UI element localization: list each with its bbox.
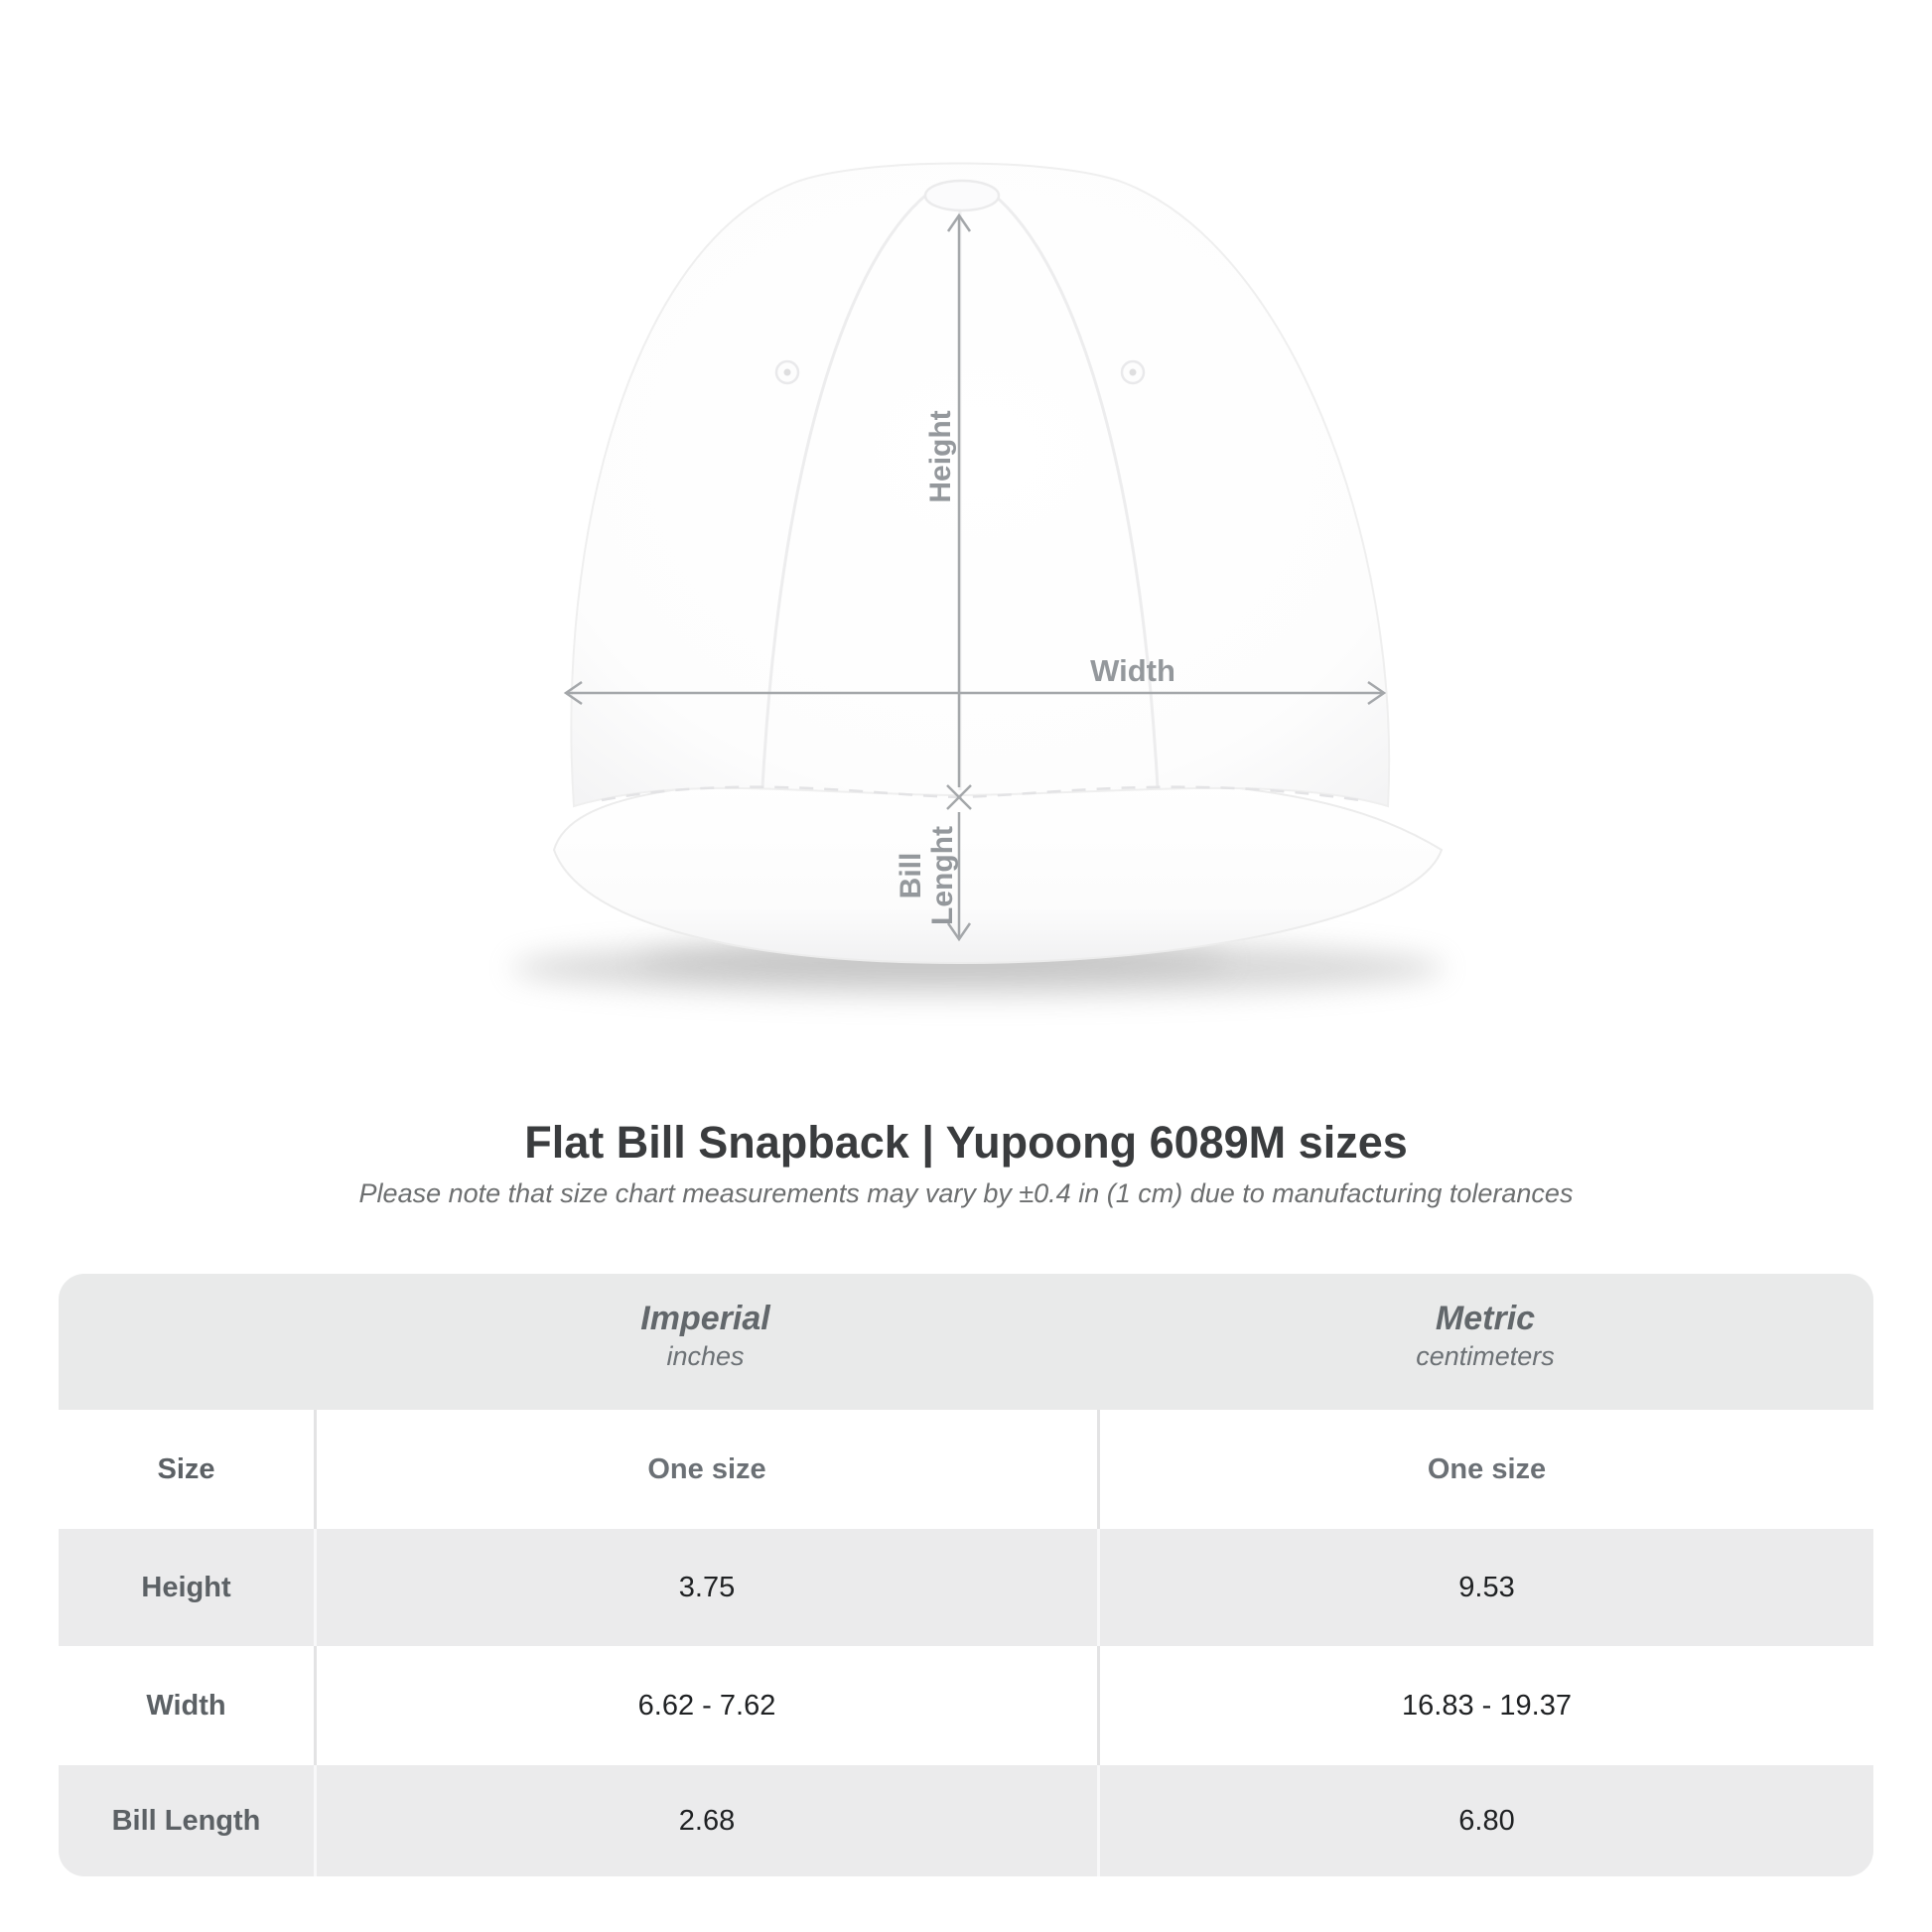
imperial-value: 3.75 (314, 1529, 1097, 1646)
height-dimension-label: Height (924, 410, 957, 503)
hat-eyelet-left (776, 361, 798, 383)
imperial-column-title: Imperial (640, 1300, 770, 1337)
row-label: Size (157, 1452, 215, 1485)
hat-eyelet-right (1122, 361, 1144, 383)
table-row-size (59, 1410, 1873, 1529)
size-table (59, 1274, 1873, 1876)
row-label: Width (146, 1689, 226, 1722)
metric-value: 16.83 - 19.37 (1097, 1646, 1873, 1765)
imperial-column-unit: inches (666, 1341, 745, 1371)
table-header-row (59, 1274, 1873, 1410)
metric-column-title: Metric (1435, 1300, 1536, 1337)
imperial-value: One size (314, 1410, 1097, 1529)
title-block (0, 1116, 1932, 1209)
metric-value: 6.80 (1097, 1765, 1873, 1876)
hat-button (925, 181, 999, 210)
imperial-value: 6.62 - 7.62 (314, 1646, 1097, 1765)
table-header-metric (1097, 1274, 1873, 1410)
bill-length-dimension-label-line1: Bill (895, 852, 927, 899)
table-header-empty-cell (59, 1274, 314, 1410)
width-dimension-label: Width (1090, 653, 1175, 688)
table-header-imperial (314, 1274, 1097, 1410)
bill-length-dimension-label-line2: Lenght (926, 826, 959, 925)
metric-column-unit: centimeters (1416, 1341, 1555, 1371)
table-row-height (59, 1529, 1873, 1646)
page-title: Flat Bill Snapback | Yupoong 6089M sizes (524, 1117, 1408, 1168)
imperial-value: 2.68 (314, 1765, 1097, 1876)
metric-value: 9.53 (1097, 1529, 1873, 1646)
page-subtitle: Please note that size chart measurements may vary by ±0.4 in (1 cm) due to manufacturing tolerances (358, 1178, 1574, 1208)
table-row-width (59, 1646, 1873, 1765)
metric-value: One size (1097, 1410, 1873, 1529)
hat-bill (554, 776, 1442, 963)
row-label: Bill Length (111, 1804, 261, 1837)
table-row-bill-length (59, 1765, 1873, 1876)
hat-crown (571, 164, 1389, 807)
row-label: Height (141, 1571, 231, 1603)
